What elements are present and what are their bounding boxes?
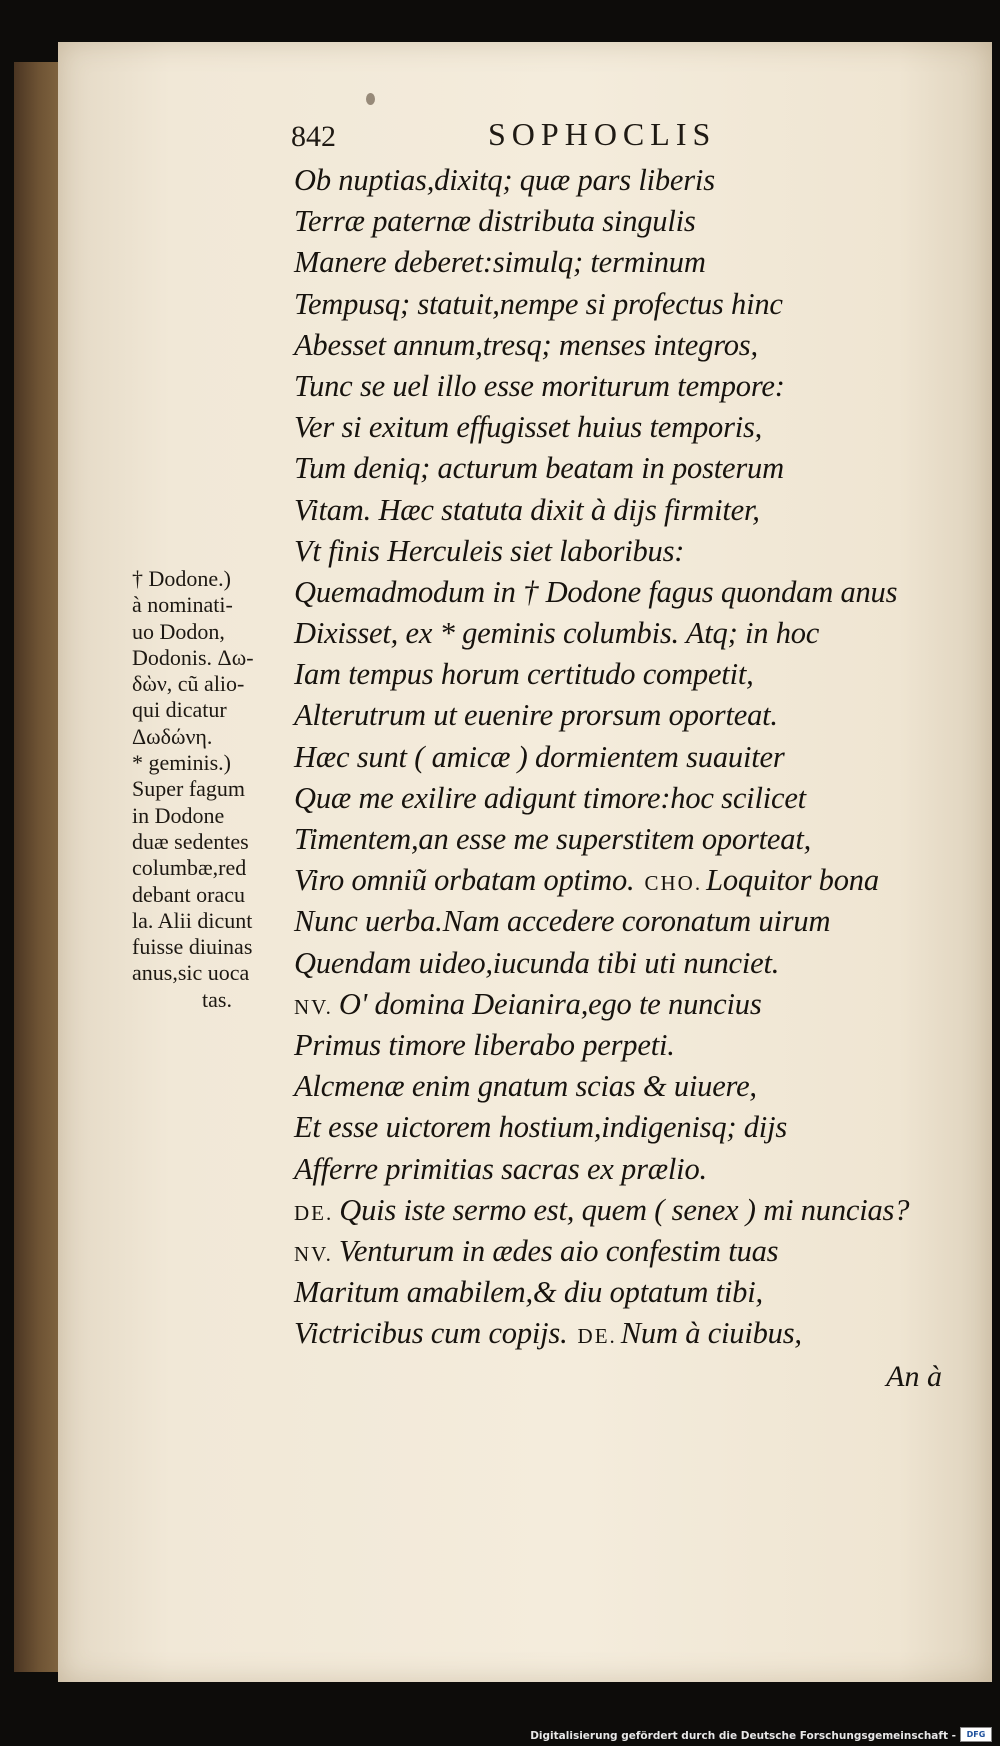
verse-line-text: Primus timore liberabo perpeti. [294,1027,675,1062]
verse-line [294,984,974,1025]
verse-line-text: Nunc uerba.Nam accedere coronatum uirum [294,904,831,939]
speaker-label: NV. [294,994,333,1019]
verse-line [294,490,974,531]
verse-line-text: Quæ me exilire adigunt timore:hoc scilicet [294,780,806,815]
marginal-note-line: qui dicatur [132,697,227,723]
marginal-notes [132,566,302,1013]
verse-line-text: Num à ciuibus, [620,1316,802,1351]
speaker-label: CHO. [644,871,703,896]
verse-line-text: Ob nuptias,dixitq; quæ pars liberis [294,163,715,197]
catchword: An à [886,1360,942,1393]
marginal-note-line: tas. [202,986,232,1012]
verse-line-text: Tum deniq; acturum beatam in posterum [294,451,784,486]
verse-line-text: Maritum amabilem,& diu optatum tibi, [294,1275,763,1310]
speaker-label: DE. [577,1324,617,1349]
verse-line-text: Ver si exitum effugisset huius temporis, [294,410,763,445]
verse-line [294,284,974,325]
verse-line [294,860,974,901]
verse-line [294,1190,974,1231]
verse-line-text: Hæc sunt ( amicæ ) dormientem suauiter [294,739,785,774]
verse-line-text: Loquitor bona [706,863,879,898]
verse-line [294,160,974,201]
verse-line [294,943,974,984]
verse-line-text: Viro omniũ orbatam optimo. [294,863,635,898]
verse-line [294,654,974,695]
verse-line [294,1066,974,1107]
verse-line [294,242,974,283]
verse-line [294,613,974,654]
marginal-note-line: columbæ,red [132,855,247,881]
speaker-label: NV. [294,1241,333,1266]
verse-line [294,325,974,366]
verse-line-text: Dixisset, ex * geminis columbis. Atq; in hoc [294,616,820,651]
verse-line [294,572,974,613]
verse-line-text: Tunc se uel illo esse moriturum tempore: [294,368,785,403]
verse-line-text: Timentem,an esse me superstitem oporteat, [294,822,812,856]
verse-line-text: Alterutrum ut euenire prorsum oporteat. [294,698,778,733]
verse-line-text: Tempusq; statuit,nempe si profectus hinc [294,286,783,321]
verse-line-text: O' domina Deianira,ego te nuncius [338,986,762,1021]
verse-line-text: Abesset annum,tresq; menses integros, [294,327,758,362]
digitization-credit: Digitalisierung gefördert durch die Deutsche Forschungsgemeinschaft - [530,1730,956,1742]
marginal-note-line: fuisse diuinas [132,934,253,960]
marginal-note-line: Dodonis. Δω- [132,644,254,670]
verse-line [294,819,974,860]
marginal-note-line: in Dodone [132,802,225,828]
verse-line-text: Vt finis Herculeis siet laboribus: [294,533,685,568]
verse-line-text: Et esse uictorem hostium,indigenisq; dijs [294,1110,788,1145]
marginal-note-line: δὼν, cũ alio- [132,671,245,697]
verse-line [294,1149,974,1190]
verse-line-text: Quis iste sermo est, quem ( senex ) mi nuncias? [339,1192,910,1227]
marginal-note-line: * geminis.) [132,750,231,776]
verse-line [294,695,974,736]
verse-line [294,366,974,407]
verse-line-text: Afferre primitias sacras ex prælio. [294,1151,707,1186]
verse-line [294,448,974,489]
marginal-note-line: duæ sedentes [132,828,249,854]
verse-line-text: Terræ paternæ distributa singulis [294,204,696,239]
marginal-note-line: anus,sic uoca [132,960,250,986]
verse-line [294,531,974,572]
verse-line-text: Venturum in ædes aio confestim tuas [338,1233,779,1268]
verse-line [294,1231,974,1272]
verse-line-text: Quemadmodum in † Dodone fagus quondam anus [294,574,898,609]
verse-text [294,160,974,1354]
marginal-note-line: à nominati- [132,592,233,618]
verse-line [294,201,974,242]
verse-line-text: Vitam. Hæc statuta dixit à dijs firmiter, [294,492,760,527]
verse-line [294,1272,974,1313]
marginal-note-line: † Dodone.) [132,566,231,591]
verse-line-text: Alcmenæ enim gnatum scias & uiuere, [294,1069,757,1104]
dfg-logo: DFG [960,1727,992,1742]
marginal-note-line: la. Alii dicunt [132,907,253,933]
verse-line-text: Quendam uideo,iucunda tibi uti nunciet. [294,945,780,980]
speaker-label: DE. [294,1200,334,1225]
verse-line [294,1107,974,1148]
verse-line-text: Victricibus cum copijs. [294,1316,568,1351]
verse-line [294,901,974,942]
marginal-note-line: debant oracu [132,881,245,907]
marginal-note-line: Δωδώνη. [132,723,213,749]
verse-line-text: Manere deberet:simulq; terminum [294,245,706,280]
marginal-note-line: uo Dodon, [132,618,225,644]
verse-line [294,737,974,778]
running-head: SOPHOCLIS [488,116,717,152]
page-number: 842 [291,120,336,153]
verse-line [294,407,974,448]
marginal-note-line: Super fagum [132,776,246,802]
verse-line [294,1313,974,1354]
verse-line [294,778,974,819]
verse-line-text: Iam tempus horum certitudo competit, [294,657,754,692]
ink-stain [366,93,375,105]
verse-line [294,1025,974,1066]
